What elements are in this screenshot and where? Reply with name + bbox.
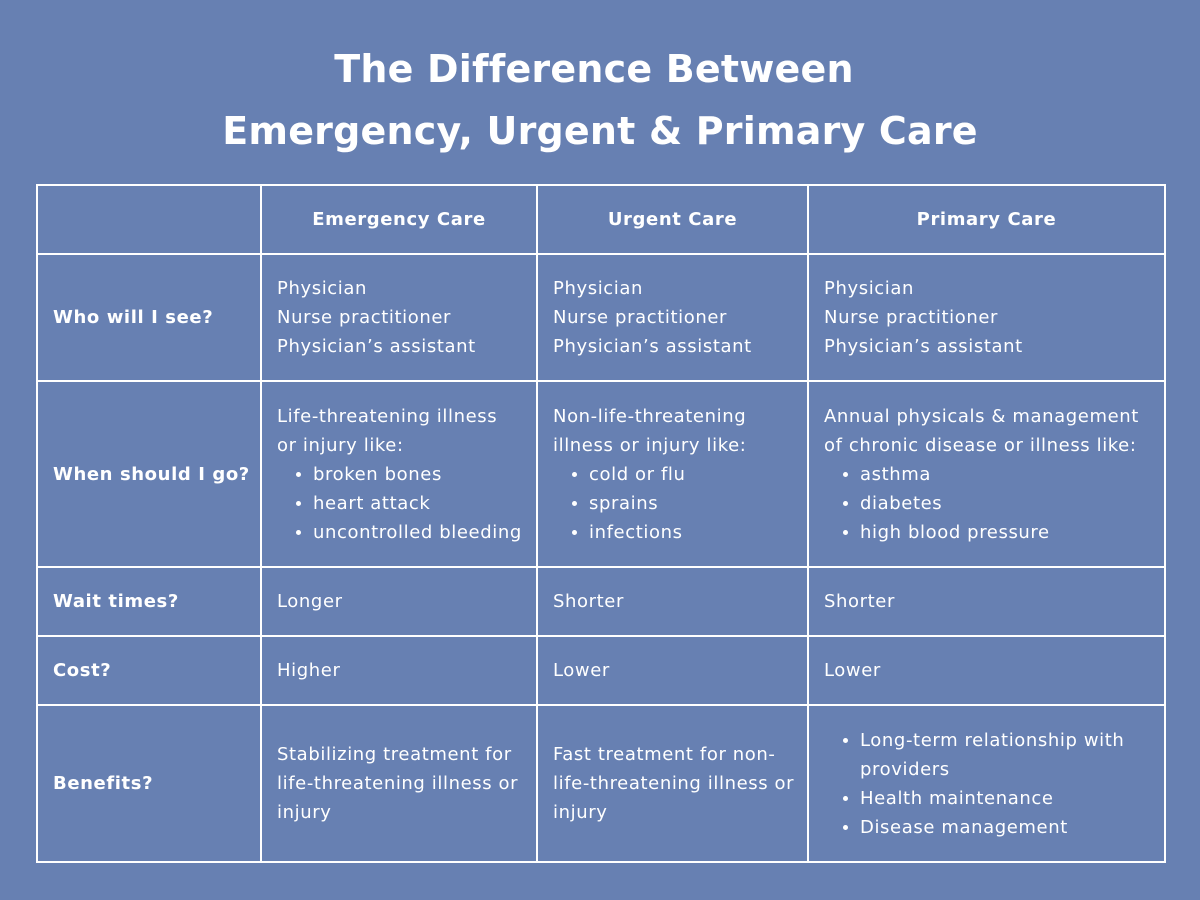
- list-item-text: sprains: [589, 492, 659, 514]
- cell-line: illness or injury like:: [553, 434, 747, 456]
- bullet-icon: [572, 530, 577, 535]
- table-row-who: [37, 254, 1165, 381]
- bullet-icon: [843, 472, 848, 477]
- cell-line: of chronic disease or illness like:: [824, 434, 1137, 456]
- list-item: [293, 460, 536, 489]
- cell-line: injury: [277, 802, 332, 823]
- bullet-list: [277, 460, 536, 547]
- row-header-when: When should I go?: [37, 381, 261, 567]
- row-header-wait: Wait times?: [37, 567, 261, 636]
- list-item: [569, 518, 807, 547]
- cell-wait-urgent: Shorter: [537, 567, 808, 636]
- page-title: [0, 38, 1200, 162]
- cell-cost-emergency: Higher: [261, 636, 537, 705]
- list-item-text: Health maintenance: [860, 787, 1054, 809]
- bullet-icon: [572, 472, 577, 477]
- bullet-list: [553, 460, 807, 547]
- cell-benefits-primary: [808, 705, 1165, 862]
- list-item: [569, 489, 807, 518]
- bullet-icon: [296, 472, 301, 477]
- cell-when-emergency: [261, 381, 537, 567]
- cell-line: Annual physicals & management: [824, 405, 1139, 427]
- cell-when-urgent: [537, 381, 808, 567]
- table-row-benefits: [37, 705, 1165, 862]
- bullet-icon: [296, 501, 301, 506]
- cell-benefits-urgent: [537, 705, 808, 862]
- list-item: [569, 460, 807, 489]
- table-row-cost: [37, 636, 1165, 705]
- row-header-who: Who will I see?: [37, 254, 261, 381]
- cell-line: Physician: [824, 278, 915, 299]
- cell-line: Nurse practitioner: [277, 307, 452, 328]
- list-item: [840, 813, 1164, 842]
- cell-line: Stabilizing treatment for: [277, 744, 512, 765]
- care-comparison-table: [36, 184, 1166, 863]
- cell-who-urgent: [537, 254, 808, 381]
- list-item: [293, 489, 536, 518]
- bullet-icon: [843, 530, 848, 535]
- list-item-text: cold or flu: [589, 463, 686, 485]
- cell-line: Physician’s assistant: [553, 336, 752, 357]
- list-item-text: diabetes: [860, 492, 943, 514]
- list-item-text: high blood pressure: [860, 521, 1050, 543]
- bullet-icon: [572, 501, 577, 506]
- cell-cost-urgent: Lower: [537, 636, 808, 705]
- list-item-text: Disease management: [860, 816, 1068, 838]
- list-item-text: broken bones: [313, 463, 442, 485]
- list-item-text: Long-term relationship with: [860, 729, 1125, 751]
- cell-who-emergency: [261, 254, 537, 381]
- cell-line: Nurse practitioner: [824, 307, 999, 328]
- cell-line: life-threatening illness or: [553, 773, 795, 794]
- bullet-list: [824, 726, 1164, 842]
- bullet-icon: [843, 796, 848, 801]
- cell-line: injury: [553, 802, 608, 823]
- cell-line: Fast treatment for non-: [553, 744, 776, 765]
- row-header-cost: Cost?: [37, 636, 261, 705]
- cell-line: or injury like:: [277, 434, 404, 456]
- list-item-text: uncontrolled bleeding: [313, 521, 522, 543]
- table-row-wait: [37, 567, 1165, 636]
- list-item: [840, 460, 1164, 489]
- list-item-text: infections: [589, 521, 683, 543]
- list-item-text: asthma: [860, 463, 932, 485]
- cell-cost-primary: Lower: [808, 636, 1165, 705]
- cell-wait-emergency: Longer: [261, 567, 537, 636]
- header-row: [37, 185, 1165, 254]
- cell-when-primary: [808, 381, 1165, 567]
- list-item: [840, 518, 1164, 547]
- bullet-icon: [296, 530, 301, 535]
- list-item: [840, 726, 1164, 784]
- row-header-benefits: Benefits?: [37, 705, 261, 862]
- title-line-2: Emergency, Urgent & Primary Care: [222, 109, 978, 153]
- cell-who-primary: [808, 254, 1165, 381]
- cell-line: Physician: [277, 278, 368, 299]
- list-item: [840, 489, 1164, 518]
- cell-line: Life-threatening illness: [277, 405, 498, 427]
- cell-line: Nurse practitioner: [553, 307, 728, 328]
- cell-line: Physician’s assistant: [824, 336, 1023, 357]
- cell-line: Physician: [553, 278, 644, 299]
- column-header-urgent: Urgent Care: [537, 185, 808, 254]
- cell-line: Non-life-threatening: [553, 405, 747, 427]
- column-header-primary: Primary Care: [808, 185, 1165, 254]
- bullet-list: [824, 460, 1164, 547]
- list-item: [840, 784, 1164, 813]
- cell-line: life-threatening illness or: [277, 773, 519, 794]
- list-item: [293, 518, 536, 547]
- bullet-icon: [843, 825, 848, 830]
- cell-benefits-emergency: [261, 705, 537, 862]
- table-row-when: [37, 381, 1165, 567]
- list-item-text: providers: [860, 758, 950, 780]
- cell-wait-primary: Shorter: [808, 567, 1165, 636]
- title-line-1: The Difference Between: [334, 47, 854, 91]
- bullet-icon: [843, 738, 848, 743]
- corner-cell: [37, 185, 261, 254]
- bullet-icon: [843, 501, 848, 506]
- column-header-emergency: Emergency Care: [261, 185, 537, 254]
- list-item-text: heart attack: [313, 492, 431, 514]
- cell-line: Physician’s assistant: [277, 336, 476, 357]
